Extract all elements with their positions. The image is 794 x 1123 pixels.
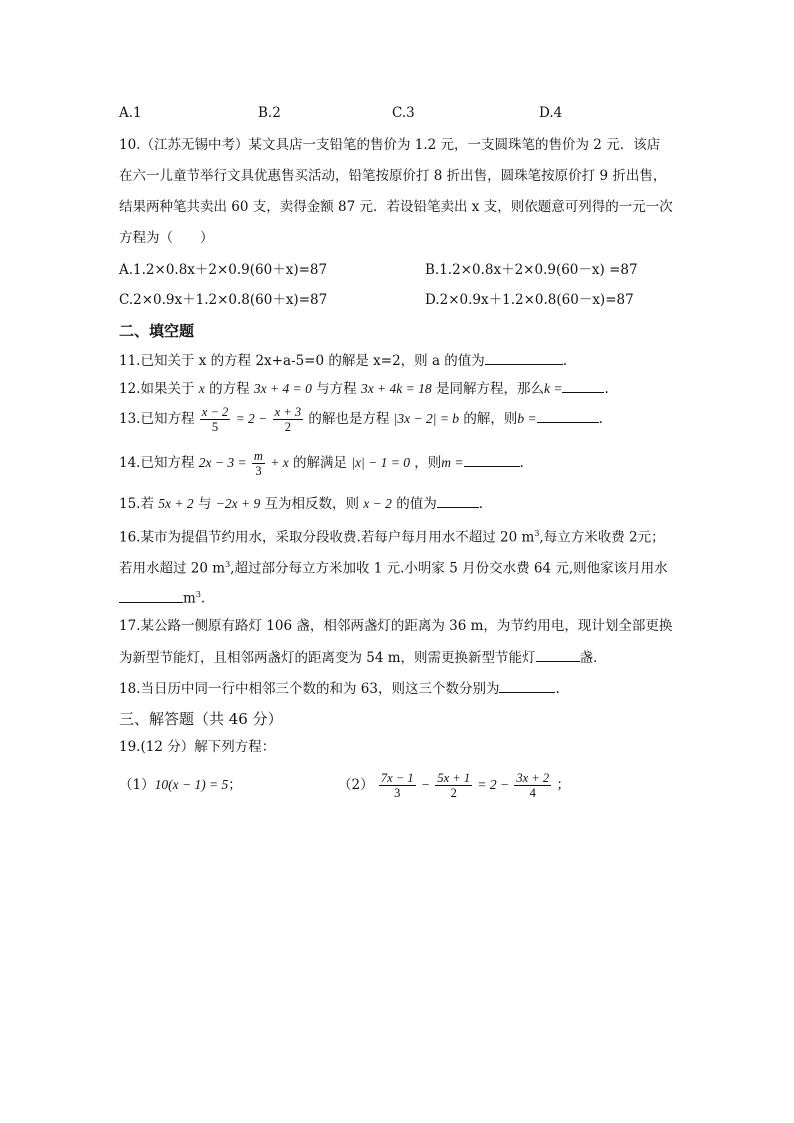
q13-abs-equation: |3x − 2| = b: [393, 411, 460, 426]
q9-option-a: A.1: [119, 105, 142, 121]
answer-blank: [562, 378, 604, 393]
q10-option-b: B.1.2×0.8x＋2×0.9(60－x) =87: [425, 262, 638, 278]
q12: [119, 378, 609, 399]
fraction-denominator: 4: [529, 786, 536, 800]
q12-var-k: k =: [543, 381, 563, 396]
q12-end: .: [604, 381, 609, 397]
answer-blank: [499, 678, 555, 693]
q10-option-c: C.2×0.9x＋1.2×0.8(60＋x)=87: [119, 292, 328, 308]
q10-options-ab: [119, 260, 679, 280]
q14-condition: |x| − 1 = 0: [351, 455, 410, 470]
q12-var-x: x: [198, 381, 205, 396]
q17-end: 盏.: [579, 650, 598, 666]
fraction-denominator: 3: [255, 464, 262, 478]
q15-expr-1: 5x + 2: [158, 496, 194, 511]
q13-mid2: 的解也是方程: [308, 411, 390, 427]
q19-part-2-end: ；: [556, 777, 570, 793]
q10-line-1: 10.（江苏无锡中考）某文具店一支铅笔的售价为 1.2 元，一支圆珠笔的售价为 2 元．该店: [119, 137, 661, 153]
q15-pre: 15.若: [119, 496, 154, 512]
q13-mid3: 的解，则: [463, 411, 518, 427]
fraction-denominator: 3: [394, 786, 401, 800]
q17-line-2: [119, 647, 597, 668]
q19-fraction-1: [379, 771, 416, 800]
q14-equation-right: + x: [270, 455, 289, 470]
q9-option-c: C.3: [392, 105, 415, 121]
q13: [119, 404, 603, 434]
q16-line-1: [119, 524, 665, 548]
q13-fraction-1: [200, 405, 230, 434]
answer-blank: [464, 452, 520, 467]
answer-blank: [485, 350, 563, 365]
q14-pre: 14.已知方程: [119, 455, 195, 471]
superscript-3: 3: [534, 529, 540, 538]
fraction-denominator: 2: [450, 786, 457, 800]
q17-line-2-text: 为新型节能灯，且相邻两盏灯的距离变为 54 m，则需更换新型节能灯: [119, 650, 536, 666]
q12-mid2: 与方程: [316, 381, 357, 397]
q11-end: .: [562, 353, 568, 369]
fraction-denominator: 2: [284, 420, 291, 434]
q10-options-cd: [119, 290, 679, 310]
q18: [119, 678, 560, 699]
answer-blank: [437, 493, 479, 508]
q19-part-1-label: （1）: [119, 777, 155, 793]
q12-mid1: 的方程: [209, 381, 250, 397]
section-fill-in-title: 二、填空题: [119, 322, 195, 340]
q16-line-1b: ,每立方米收费 2元；: [539, 529, 665, 546]
superscript-3: 3: [195, 590, 201, 599]
q15-mid2: 互为相反数，则: [264, 496, 359, 512]
q12-equation-2: 3x + 4k = 18: [360, 381, 432, 396]
fraction-numerator: 5x + 1: [437, 771, 471, 785]
fraction-numerator: x + 3: [274, 405, 302, 419]
q15-mid3: 的值为: [396, 496, 437, 512]
q14-end: .: [519, 455, 524, 471]
q16-line-3: [119, 585, 205, 609]
q13-var-b: b =: [517, 411, 537, 426]
q19-mid: = 2 −: [477, 777, 510, 792]
q19-part-1: [119, 768, 242, 802]
q13-end: .: [598, 411, 603, 427]
q19-part-1-end: ；: [228, 777, 242, 793]
fraction-numerator: m: [253, 449, 263, 463]
q9-option-d: D.4: [539, 105, 563, 121]
fraction-denominator: 5: [211, 420, 219, 434]
section-solve-title: 三、解答题（共 46 分）: [119, 710, 283, 728]
q15-expr-2: −2x + 9: [215, 496, 261, 511]
q16-line-1a: 16.某市为提倡节约用水，采取分段收费.若每户每月用水不超过 20 m: [119, 529, 535, 546]
q12-mid3: 是同解方程，那么: [435, 381, 544, 397]
q19-fraction-2: [435, 771, 472, 800]
q14-equation-left: 2x − 3 =: [198, 455, 247, 470]
q19-part-1-equation: 10(x − 1) = 5: [154, 777, 229, 792]
answer-blank: [119, 588, 183, 603]
q10-line-4: 方程为（ ）: [119, 230, 214, 246]
q13-mid1: = 2 −: [235, 411, 268, 426]
q11: [119, 350, 567, 371]
q9-options: [119, 103, 679, 123]
q15: [119, 493, 483, 514]
q10-line-2: 在六一儿童节举行文具优惠售买活动，铅笔按原价打 8 折出售，圆珠笔按原价打 9 折出售，: [119, 168, 667, 184]
q16-line-2: [119, 555, 668, 579]
fraction-numerator: 7x − 1: [380, 771, 414, 785]
q10-option-d: D.2×0.9x＋1.2×0.8(60－x)=87: [425, 292, 634, 308]
q15-end: .: [478, 496, 483, 512]
q16-line-2b: ,超过部分每立方米加收 1 元.小明家 5 月份交水费 64 元,则他家该月用水: [230, 560, 668, 577]
q16-unit: m: [183, 590, 196, 607]
q13-pre: 13.已知方程: [119, 411, 195, 427]
q15-expr-3: x − 2: [363, 496, 392, 511]
answer-blank: [536, 647, 580, 662]
q11-text: 11.已知关于 x 的方程 2x+a-5=0 的解是 x=2，则 a 的值为: [119, 353, 485, 369]
superscript-3: 3: [225, 560, 231, 569]
q19-part-2: [338, 766, 570, 804]
q15-mid1: 与: [197, 496, 212, 512]
q14-mid: 的解满足: [293, 455, 348, 471]
q14-mid2: ，则: [414, 455, 442, 471]
q10-line-3: 结果两种笔共卖出 60 支，卖得金额 87 元．若设铅笔卖出 x 支，则依题意可列得的一元一次: [119, 199, 673, 215]
q19-title: 19.(12 分）解下列方程：: [119, 739, 276, 755]
q16-end: .: [200, 590, 206, 607]
q19-part-2-label: （2）: [338, 777, 374, 793]
fraction-numerator: 3x + 2: [516, 771, 550, 785]
q13-fraction-2: [273, 405, 303, 434]
q19-minus: −: [420, 777, 431, 792]
q12-equation-1: 3x + 4 = 0: [253, 381, 312, 396]
q19-fraction-3: [514, 771, 551, 800]
q9-option-b: B.2: [258, 105, 281, 121]
q14-fraction: [252, 449, 265, 478]
answer-blank: [537, 408, 599, 423]
q16-line-2a: 若用水超过 20 m: [119, 560, 226, 577]
q10-option-a: A.1.2×0.8x＋2×0.9(60＋x)=87: [119, 262, 328, 278]
q12-pre: 12.如果关于: [119, 381, 195, 397]
q17-line-1: 17.某公路一侧原有路灯 106 盏，相邻两盏灯的距离为 36 m，为节约用电，现计划全部更换: [119, 618, 673, 634]
q14: [119, 448, 524, 478]
q18-end: .: [555, 681, 560, 697]
fraction-numerator: x − 2: [201, 405, 229, 419]
q14-var-m: m =: [441, 455, 464, 470]
q18-text: 18.当日历中同一行中相邻三个数的和为 63，则这三个数分别为: [119, 681, 500, 697]
